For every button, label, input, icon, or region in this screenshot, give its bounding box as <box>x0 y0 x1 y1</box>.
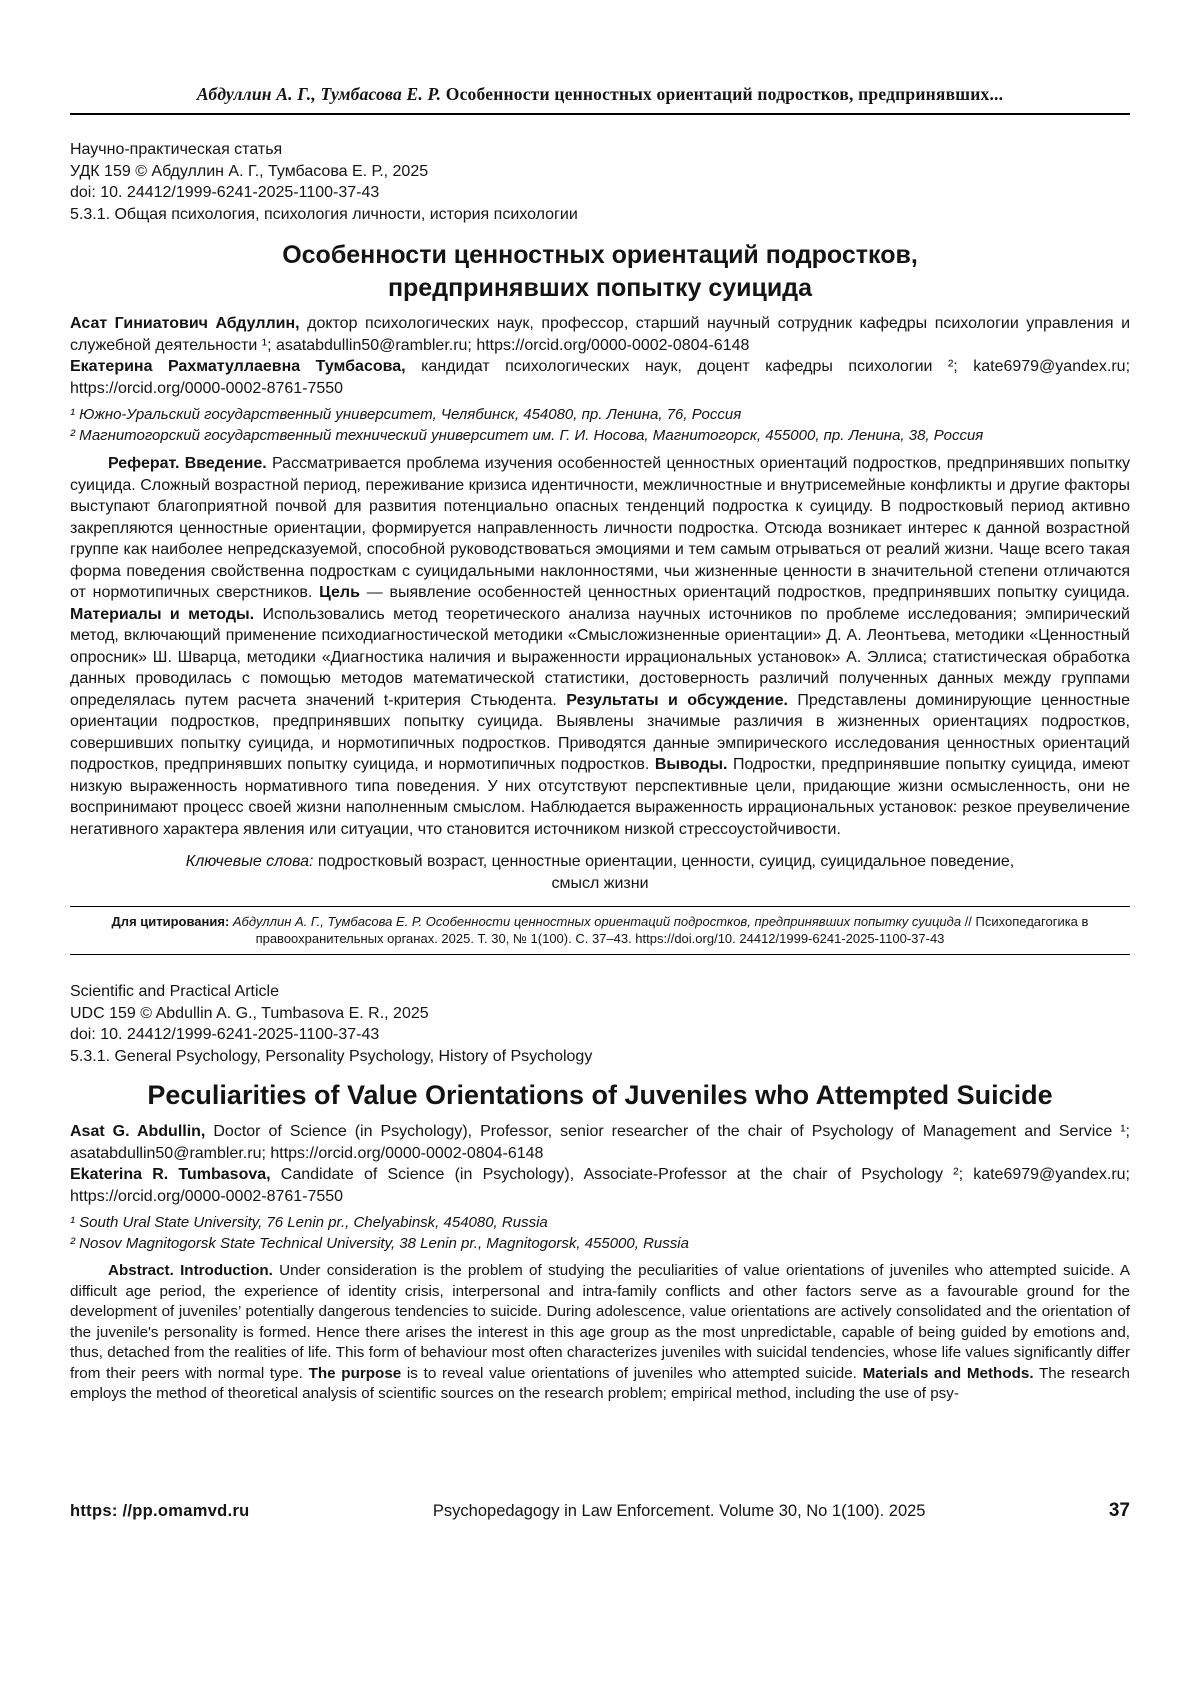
footer-page-number: 37 <box>1108 1500 1130 1521</box>
meta-block-en <box>70 981 1130 1067</box>
udc-line-en: UDC 159 © Abdullin A. G., Tumbasova E. R., 2025 <box>70 1004 429 1022</box>
author-1-ru: Асат Гиниатович Абдуллин, доктор психологических наук, профессор, старший научный сотрудник кафедры психологии управления и служебной деятельности ¹; asatabdullin50@rambler.ru; https://orcid.org/0000-0002-0804-6148 <box>70 315 1131 354</box>
affiliation-1-ru: ¹ Южно-Уральский государственный университет, Челябинск, 454080, пр. Ленина, 76, Россия <box>70 406 742 423</box>
affiliation-block-en <box>70 1213 1130 1254</box>
affiliation-block-ru <box>70 405 1130 446</box>
doi-line-en: doi: 10. 24412/1999-6241-2025-1100-37-43 <box>70 1026 380 1043</box>
specialty-line-ru: 5.3.1. Общая психология, психология личности, история психологии <box>70 205 578 223</box>
meta-block-ru <box>70 139 1130 225</box>
author-block-en <box>70 1121 1130 1207</box>
running-header: Абдуллин А. Г., Тумбасова Е. Р. Особенности ценностных ориентаций подростков, предпринявших... <box>196 84 1004 104</box>
specialty-line-en: 5.3.1. General Psychology, Personality Psychology, History of Psychology <box>70 1047 593 1065</box>
footer-row <box>0 1488 1200 1522</box>
doi-line-ru: doi: 10. 24412/1999-6241-2025-1100-37-43 <box>70 184 380 201</box>
affiliation-2-ru: ² Магнитогорский государственный технический университет им. Г. И. Носова, Магнитогорск, 455000, пр. Ленина, 38, Россия <box>70 426 984 444</box>
article-type-en: Scientific and Practical Article <box>70 983 279 1000</box>
citation-block: Для цитирования: Абдуллин А. Г., Тумбасова Е. Р. Особенности ценностных ориентаций подростков, предпринявших попытку суицида // Психопедагогика в правоохранительных органах. 2025. Т. 30, № 1(100). С. 37–43. https://doi.org/10. 24412/1999-6241-2025-1100-37-43 <box>70 906 1130 955</box>
keywords-ru: Ключевые слова: подростковый возраст, ценностные ориентации, ценности, суицид, суицидальное поведение, смысл жизни <box>185 853 1015 892</box>
abstract-en: Abstract. Introduction. Under consideration is the problem of studying the peculiarities of value orientations of juveniles who attempted suicide. A difficult age period, the experience of identity crisis, interpersonal and intra-family conflicts and other factors serve as a favourable ground for the development of juveniles’ potentially dangerous tendencies to suicide. During adolescence, value orientations are actively consolidated and the orientation of the juvenile's personality is formed. Hence there arises the interest in this age group as the most unpredictable, capable of being guided by emotions and, thus, detached from the realities of life. This form of behaviour most often characterizes juveniles with suicidal tendencies, whose life values significantly differ from their peers with normal type. The purpose is to reveal value orientations of juveniles who attempted suicide. Materials and Methods. The research employs the method of theoretical analysis of scientific sources on the research problem; empirical method, including the use of psy- <box>70 1262 1130 1402</box>
footer-journal-info: Psychopedagogy in Law Enforcement. Volume 30, No 1(100). 2025 <box>432 1502 926 1520</box>
article-title-en: Peculiarities of Value Orientations of Juveniles who Attempted Suicide <box>147 1080 1053 1110</box>
footer-site-url: https: //pp.omamvd.ru <box>70 1502 250 1520</box>
affiliation-2-en: ² Nosov Magnitogorsk State Technical University, 38 Lenin pr., Magnitogorsk, 455000, Russia <box>70 1234 689 1252</box>
article-title-ru: Особенности ценностных ориентаций подростков, предпринявших попытку суицида <box>282 241 918 302</box>
header-rule <box>70 113 1130 115</box>
affiliation-1-en: ¹ South Ural State University, 76 Lenin pr., Chelyabinsk, 454080, Russia <box>70 1214 548 1231</box>
author-2-en: Ekaterina R. Tumbasova, Candidate of Science (in Psychology), Associate-Professor at the chair of Psychology ²; kate6979@yandex.ru; https://orcid.org/0000-0002-8761-7550 <box>70 1166 1130 1205</box>
article-type-ru: Научно-практическая статья <box>70 141 283 158</box>
author-block-ru <box>70 313 1130 399</box>
author-1-en: Asat G. Abdullin, Doctor of Science (in Psychology), Professor, senior researcher of the chair of Psychology of Management and Service ¹; asatabdullin50@rambler.ru; https://orcid.org/0000-0002-0804-6148 <box>70 1123 1131 1162</box>
page-footer <box>0 1488 1200 1697</box>
udc-line-ru: УДК 159 © Абдуллин А. Г., Тумбасова Е. Р., 2025 <box>70 162 429 180</box>
author-2-ru: Екатерина Рахматуллаевна Тумбасова, кандидат психологических наук, доцент кафедры психологии ²; kate6979@yandex.ru; https://orcid.org/0000-0002-8761-7550 <box>70 358 1131 397</box>
abstract-ru: Реферат. Введение. Рассматривается проблема изучения особенностей ценностных ориентаций подростков, предпринявших попытку суицида. Сложный возрастной период, переживание кризиса идентичности, межличностные и внутрисемейные конфликты и другие факторы выступают благоприятной почвой для развития потенциально опасных тенденций подростка к суициду. В подростковый период активно закрепляются ценностные ориентации, формируется направленность личности подростка. Отсюда возникает интерес к данной возрастной группе как наиболее непредсказуемой, способной руководствоваться эмоциями и тем самым отрываться от реалий жизни. Чаще всего такая форма поведения свойственна подросткам с суицидальными наклонностями, чьи жизненные ценности в значительной степени отличаются от нормотипичных сверстников. Цель — выявление особенностей ценностных ориентаций подростков, предпринявших попытку суицида. Материалы и методы. Использовались метод теоретического анализа научных источников по проблеме исследования; эмпирический метод, включающий применение психодиагностической методики «Смысложизненные ориентации» Д. А. Леонтьева, методики «Ценностный опросник» Ш. Шварца, методики «Диагностика наличия и выраженности иррациональных установок» А. Эллиса; статистическая обработка данных проводилась с помощью методов математической статистики, достоверность различий полученных данных между группами определялась путем расчета значений t-критерия Стьюдента. Результаты и обсуждение. Представлены доминирующие ценностные ориентации подростков, предпринявших попытку суицида. Выявлены значимые различия в жизненных ориентациях подростков, совершивших попытку суицида, и нормотипичных подростков. Приводятся данные эмпирического исследования ценностных ориентаций подростков, предпринявших попытку суицида, и нормотипичных подростков. Выводы. Подростки, предпринявшие попытку суицида, имеют низкую выраженность нормативного типа поведения. У них отсутствуют перспективные цели, придающие жизни осмысленность, они не воспринимают процесс своей жизни наполненным смыслом. Наблюдается выраженность иррациональных установок: резкое преувеличение негативного характера явления или ситуации, что становится источником низкой стрессоустойчивости. <box>70 455 1131 838</box>
